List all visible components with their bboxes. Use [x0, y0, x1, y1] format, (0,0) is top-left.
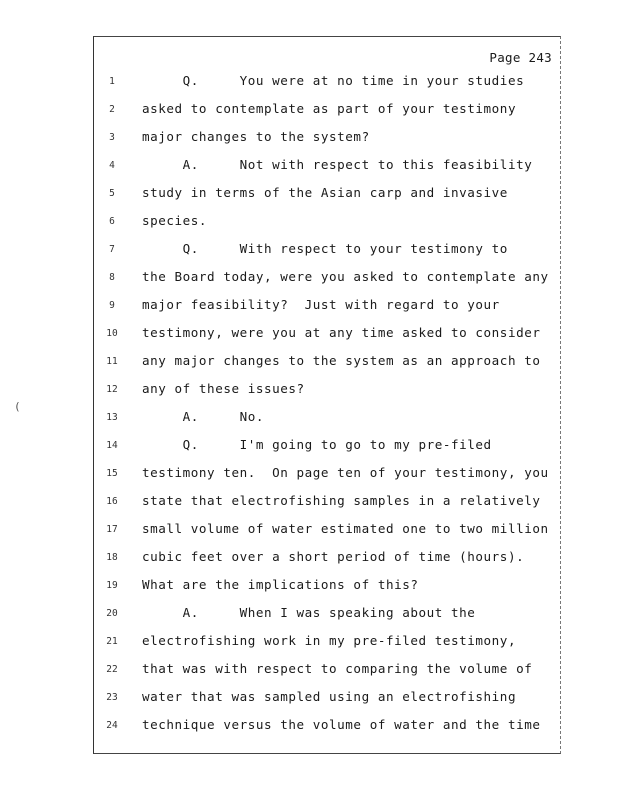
line-text: technique versus the volume of water and the time — [142, 717, 541, 732]
line-number: 11 — [106, 356, 118, 367]
transcript-line — [94, 213, 562, 241]
line-number: 16 — [106, 496, 118, 507]
transcript-line — [94, 521, 562, 549]
line-number: 23 — [106, 692, 118, 703]
line-text: Q. I'm going to go to my pre-filed — [142, 437, 492, 452]
transcript-line — [94, 381, 562, 409]
line-text: A. No. — [142, 409, 264, 424]
transcript-line — [94, 353, 562, 381]
line-text: state that electrofishing samples in a relatively — [142, 493, 541, 508]
line-number: 22 — [106, 664, 118, 675]
line-text: A. When I was speaking about the — [142, 605, 476, 620]
line-text: any major changes to the system as an approach to — [142, 353, 541, 368]
transcript-line — [94, 297, 562, 325]
transcript-line — [94, 157, 562, 185]
line-text: electrofishing work in my pre-filed testimony, — [142, 633, 517, 648]
line-number: 14 — [106, 440, 118, 451]
line-number: 5 — [109, 188, 115, 199]
line-text: What are the implications of this? — [142, 577, 419, 592]
line-number: 13 — [106, 412, 118, 423]
line-number: 20 — [106, 608, 118, 619]
line-number: 2 — [109, 104, 115, 115]
line-text: that was with respect to comparing the volume of — [142, 661, 533, 676]
line-number: 10 — [106, 328, 118, 339]
transcript-line — [94, 661, 562, 689]
line-text: study in terms of the Asian carp and invasive — [142, 185, 508, 200]
line-number: 24 — [106, 720, 118, 731]
line-text: major feasibility? Just with regard to your — [142, 297, 500, 312]
line-number: 12 — [106, 384, 118, 395]
transcript-line — [94, 577, 562, 605]
transcript-page — [93, 36, 561, 754]
line-text: testimony ten. On page ten of your testimony, you — [142, 465, 549, 480]
transcript-line — [94, 73, 562, 101]
line-number: 4 — [109, 160, 115, 171]
line-number: 21 — [106, 636, 118, 647]
line-text: any of these issues? — [142, 381, 305, 396]
line-number: 19 — [106, 580, 118, 591]
line-text: A. Not with respect to this feasibility — [142, 157, 533, 172]
transcript-line — [94, 465, 562, 493]
transcript-line — [94, 437, 562, 465]
line-text: small volume of water estimated one to two million — [142, 521, 549, 536]
page-number: Page 243 — [489, 50, 552, 65]
line-text: major changes to the system? — [142, 129, 370, 144]
line-number: 15 — [106, 468, 118, 479]
line-text: species. — [142, 213, 208, 228]
line-number: 8 — [109, 272, 115, 283]
line-text: Q. With respect to your testimony to — [142, 241, 508, 256]
line-number: 1 — [109, 76, 115, 87]
transcript-line — [94, 605, 562, 633]
transcript-line — [94, 633, 562, 661]
line-number: 7 — [109, 244, 115, 255]
line-number: 3 — [109, 132, 115, 143]
line-text: the Board today, were you asked to contemplate any — [142, 269, 549, 284]
line-number: 9 — [109, 300, 115, 311]
transcript-line — [94, 717, 562, 745]
transcript-line — [94, 241, 562, 269]
line-number: 17 — [106, 524, 118, 535]
transcript-line — [94, 129, 562, 157]
line-text: Q. You were at no time in your studies — [142, 73, 525, 88]
transcript-line — [94, 101, 562, 129]
line-text: asked to contemplate as part of your testimony — [142, 101, 517, 116]
transcript-line — [94, 409, 562, 437]
transcript-line — [94, 493, 562, 521]
line-text: testimony, were you at any time asked to consider — [142, 325, 541, 340]
margin-mark: ( — [14, 400, 21, 413]
transcript-line — [94, 689, 562, 717]
transcript-line — [94, 185, 562, 213]
transcript-line — [94, 269, 562, 297]
transcript-line — [94, 325, 562, 353]
transcript-line — [94, 549, 562, 577]
line-text: water that was sampled using an electrofishing — [142, 689, 517, 704]
line-number: 6 — [109, 216, 115, 227]
line-text: cubic feet over a short period of time (hours). — [142, 549, 525, 564]
line-number: 18 — [106, 552, 118, 563]
